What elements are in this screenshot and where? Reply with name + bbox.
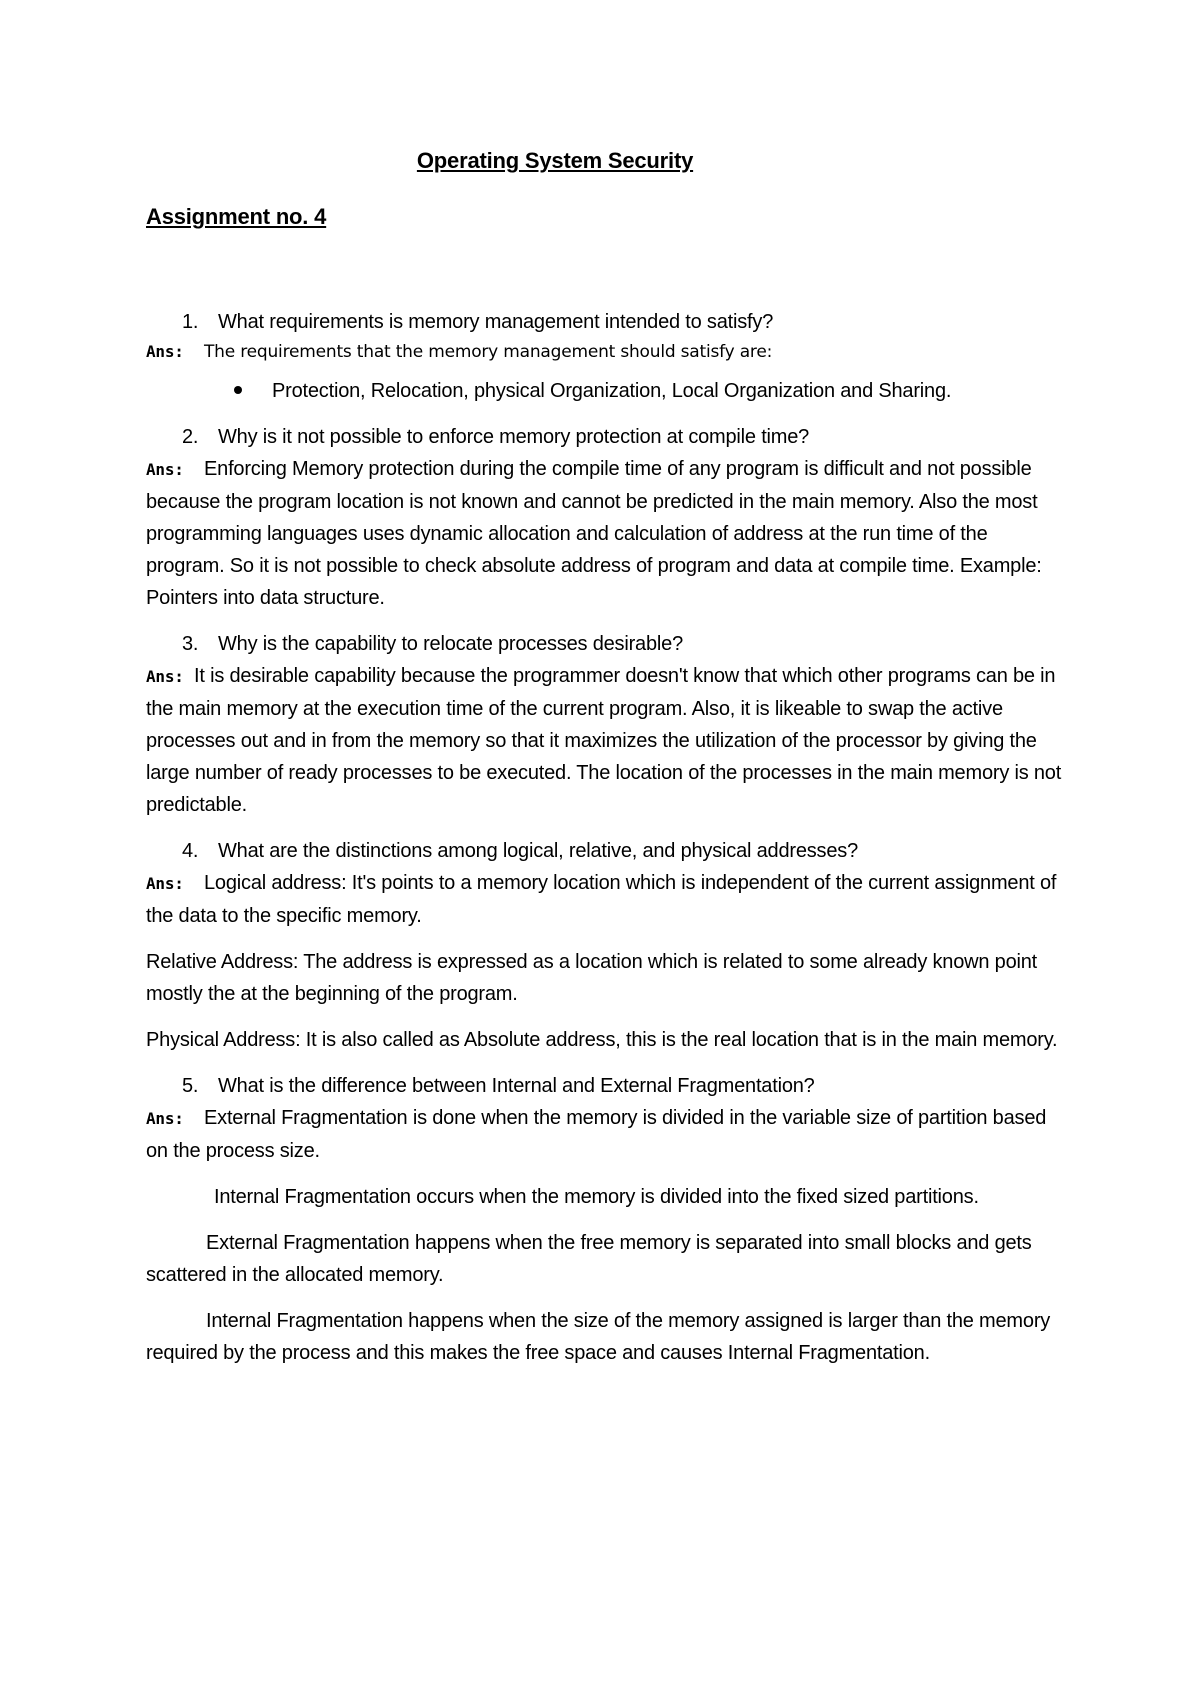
question-text: What is the difference between Internal and External Fragmentation? xyxy=(218,1075,815,1097)
answer-label: Ans: xyxy=(146,342,184,361)
answer-label: Ans: xyxy=(146,874,184,893)
internal-fragmentation-paragraph-2 xyxy=(146,1305,1066,1369)
answer-text: External Fragmentation is done when the memory is divided in the variable size of partition based on the process size. xyxy=(146,1107,1047,1162)
question-number: 4. xyxy=(182,840,199,862)
answer-label: Ans: xyxy=(146,460,184,479)
bullet-text: Protection, Relocation, physical Organization, Local Organization and Sharing. xyxy=(272,380,952,402)
question-2 xyxy=(146,421,1066,453)
external-fragmentation-text-2: External Fragmentation happens when the free memory is separated into small blocks and gets scattered in the allocated memory. xyxy=(146,1232,1032,1286)
answer-5 xyxy=(146,1102,1066,1167)
answer-2 xyxy=(146,453,1066,614)
document-title: Operating System Security xyxy=(416,148,694,173)
bullet-item xyxy=(146,375,1066,407)
answer-1 xyxy=(146,338,1066,365)
external-fragmentation-paragraph-2 xyxy=(146,1227,1066,1291)
question-text: What requirements is memory management intended to satisfy? xyxy=(218,311,774,333)
question-5 xyxy=(146,1070,1066,1102)
answer-label: Ans: xyxy=(146,667,184,686)
answer-text: It is desirable capability because the programmer doesn't know that which other programs can be in the main memory at the execution time of the current program. Also, it is likeable to swap the active processes out and in from the memory so that it maximizes the utilization of the processor by giving the large number of ready processes to be executed. The location of the processes in the main memory is not predictable. xyxy=(146,665,1062,816)
answer-text: Logical address: It's points to a memory location which is independent of the current assignment of the data to the specific memory. xyxy=(146,872,1057,927)
answer-text: The requirements that the memory management should satisfy are: xyxy=(204,342,773,362)
physical-address-paragraph: Physical Address: It is also called as Absolute address, this is the real location that is in the main memory. xyxy=(146,1029,1058,1051)
answer-3 xyxy=(146,660,1066,821)
bullet-icon xyxy=(234,386,242,394)
question-1 xyxy=(146,306,1066,338)
document-body xyxy=(146,306,1066,1369)
question-number: 5. xyxy=(182,1075,199,1097)
internal-fragmentation-paragraph-1 xyxy=(146,1181,1066,1213)
answer-label: Ans: xyxy=(146,1109,184,1128)
question-4 xyxy=(146,835,1066,867)
question-number: 1. xyxy=(182,311,199,333)
question-3 xyxy=(146,628,1066,660)
question-number: 2. xyxy=(182,426,199,448)
question-number: 3. xyxy=(182,633,199,655)
question-text: Why is the capability to relocate processes desirable? xyxy=(218,633,683,655)
internal-fragmentation-text-2: Internal Fragmentation happens when the size of the memory assigned is larger than the memory required by the process and this makes the free space and causes Internal Fragmentation. xyxy=(146,1310,1051,1364)
relative-address-paragraph: Relative Address: The address is expressed as a location which is related to some already known point mostly the at the beginning of the program. xyxy=(146,951,1038,1005)
answer-4 xyxy=(146,867,1066,932)
answer-text: Enforcing Memory protection during the compile time of any program is difficult and not possible because the program location is not known and cannot be predicted in the main memory. Also the most programming languages uses dynamic allocation and calculation of address at the run time of the program. So it is not possible to check absolute address of program and data at compile time. Example: Pointers into data structure. xyxy=(146,458,1042,609)
internal-fragmentation-text-1: Internal Fragmentation occurs when the memory is divided into the fixed sized partitions. xyxy=(214,1186,979,1208)
assignment-heading: Assignment no. 4 xyxy=(146,204,327,229)
question-text: Why is it not possible to enforce memory protection at compile time? xyxy=(218,426,810,448)
question-text: What are the distinctions among logical, relative, and physical addresses? xyxy=(218,840,858,862)
